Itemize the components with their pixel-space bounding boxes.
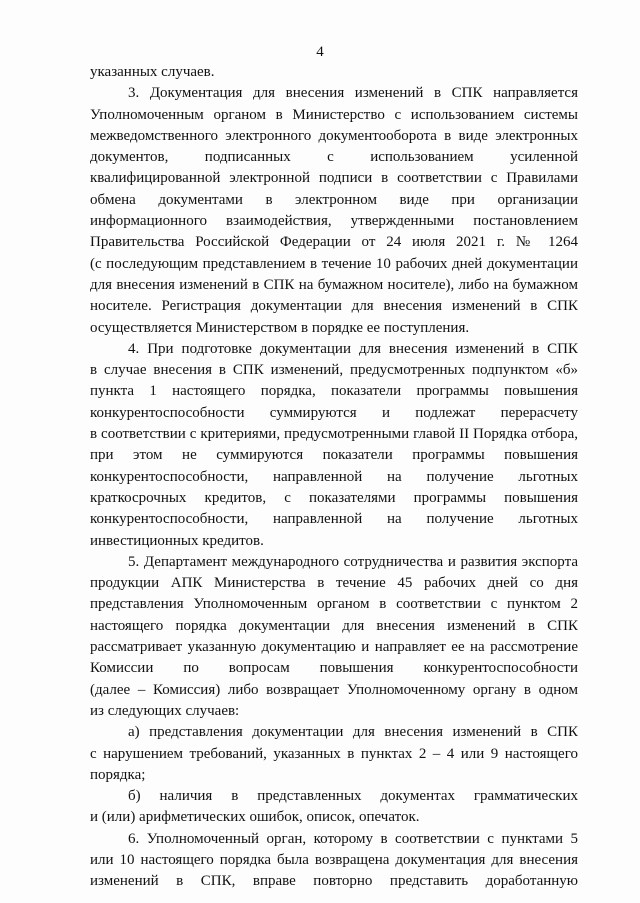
text-line: (далее – Комиссия) либо возвращает Уполномоченному органу в одном — [90, 681, 578, 698]
text-line: пункта 1 настоящего порядка, показатели программы повышения — [90, 383, 578, 400]
text-line: 5. Департамент международного сотрудничества и развития экспорта — [128, 553, 578, 570]
text-line: Уполномоченным органом в Министерство с использованием системы — [90, 106, 578, 123]
text-line: б) наличия в представленных документах грамматических — [128, 788, 578, 805]
text-line: информационного взаимодействия, утвержденными постановлением — [90, 213, 578, 230]
text-line: 3. Документация для внесения изменений в СПК направляется — [128, 85, 578, 102]
text-line: (с последующим представлением в течение 10 рабочих дней документации — [90, 255, 578, 272]
text-line: продукции АПК Министерства в течение 45 рабочих дней со дня — [90, 575, 578, 592]
text-line: инвестиционных кредитов. — [90, 532, 264, 549]
text-line: изменений в СПК, вправе повторно представить доработанную — [90, 873, 578, 890]
text-line: или 10 настоящего порядка была возвращена документация для внесения — [90, 851, 578, 868]
text-line: представления Уполномоченным органом в соответствии с пунктом 2 — [90, 596, 578, 613]
text-line: рассматривает указанную документацию и направляет ее на рассмотрение — [90, 639, 578, 656]
text-line: конкурентоспособности суммируются и подлежат перерасчету — [90, 404, 578, 421]
text-line: при этом не суммируются показатели программы повышения — [90, 447, 578, 464]
text-line: а) представления документации для внесения изменений в СПК — [128, 724, 578, 741]
text-line: краткосрочных кредитов, с показателями программы повышения — [90, 489, 578, 506]
text-line: квалифицированной электронной подписи в соответствии с Правилами — [90, 170, 578, 187]
text-line: с нарушением требований, указанных в пунктах 2 – 4 или 9 настоящего — [90, 745, 578, 762]
text-line: в случае внесения в СПК изменений, предусмотренных подпунктом «б» — [90, 362, 578, 379]
text-line: конкурентоспособности, направленной на получение льготных — [90, 511, 578, 528]
text-line: для внесения изменений в СПК на бумажном носителе), либо на бумажном — [90, 276, 578, 293]
text-line: 4. При подготовке документации для внесения изменений в СПК — [128, 340, 578, 357]
text-line: конкурентоспособности, направленной на получение льготных — [90, 468, 578, 485]
text-line: настоящего порядка документации для внесения изменений в СПК — [90, 617, 578, 634]
text-line: и (или) арифметических ошибок, описок, опечаток. — [90, 809, 420, 826]
text-line: порядка; — [90, 766, 146, 783]
text-line: 6. Уполномоченный орган, которому в соответствии с пунктами 5 — [128, 830, 578, 847]
text-line: документов, подписанных с использованием усиленной — [90, 149, 578, 166]
text-line: указанных случаев. — [90, 64, 215, 80]
page-number: 4 — [316, 44, 324, 60]
text-line: Комиссии по вопросам повышения конкурентоспособности — [90, 660, 578, 677]
text-line: Правительства Российской Федерации от 24 июля 2021 г. № 1264 — [90, 234, 578, 251]
text-line: в соответствии с критериями, предусмотренными главой II Порядка отбора, — [90, 426, 578, 443]
text-line: из следующих случаев: — [90, 702, 240, 719]
document-body — [90, 62, 578, 893]
text-line: носителе. Регистрация документации для внесения изменений в СПК — [90, 298, 578, 315]
text-line: межведомственного электронного документооборота в виде электронных — [90, 127, 578, 144]
text-line: осуществляется Министерством в порядке ее поступления. — [90, 319, 470, 336]
text-line: обмена документами в электронном виде при организации — [90, 191, 578, 208]
